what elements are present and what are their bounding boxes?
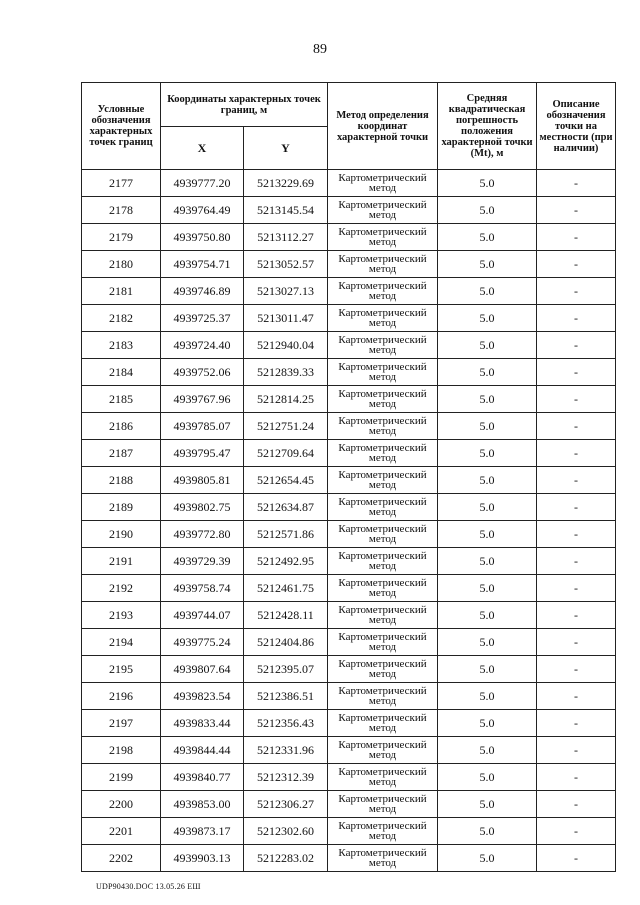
table-row xyxy=(82,602,616,629)
cell-description: - xyxy=(537,359,616,386)
table-row xyxy=(82,845,616,872)
cell-x: 4939777.20 xyxy=(161,170,244,197)
cell-method: Картометрический метод xyxy=(328,656,438,683)
cell-error: 5.0 xyxy=(438,791,537,818)
cell-y: 5212492.95 xyxy=(244,548,328,575)
cell-method: Картометрический метод xyxy=(328,548,438,575)
cell-description: - xyxy=(537,305,616,332)
cell-point: 2179 xyxy=(82,224,161,251)
cell-error: 5.0 xyxy=(438,521,537,548)
cell-method: Картометрический метод xyxy=(328,224,438,251)
cell-description: - xyxy=(537,845,616,872)
cell-error: 5.0 xyxy=(438,278,537,305)
document-footer: UDP90430.DOC 13.05.26 ЕШ xyxy=(96,882,201,891)
cell-y: 5212302.60 xyxy=(244,818,328,845)
table-row xyxy=(82,791,616,818)
cell-x: 4939807.64 xyxy=(161,656,244,683)
cell-method: Картометрический метод xyxy=(328,359,438,386)
cell-error: 5.0 xyxy=(438,251,537,278)
cell-error: 5.0 xyxy=(438,602,537,629)
cell-description: - xyxy=(537,602,616,629)
cell-x: 4939750.80 xyxy=(161,224,244,251)
cell-x: 4939802.75 xyxy=(161,494,244,521)
cell-x: 4939775.24 xyxy=(161,629,244,656)
cell-y: 5212709.64 xyxy=(244,440,328,467)
cell-x: 4939752.06 xyxy=(161,359,244,386)
cell-point: 2189 xyxy=(82,494,161,521)
cell-method: Картометрический метод xyxy=(328,332,438,359)
cell-y: 5213112.27 xyxy=(244,224,328,251)
cell-description: - xyxy=(537,413,616,440)
cell-y: 5212839.33 xyxy=(244,359,328,386)
cell-method: Картометрический метод xyxy=(328,413,438,440)
cell-y: 5212654.45 xyxy=(244,467,328,494)
cell-y: 5212404.86 xyxy=(244,629,328,656)
cell-error: 5.0 xyxy=(438,548,537,575)
cell-point: 2187 xyxy=(82,440,161,467)
cell-error: 5.0 xyxy=(438,440,537,467)
cell-description: - xyxy=(537,521,616,548)
table-row xyxy=(82,359,616,386)
cell-point: 2195 xyxy=(82,656,161,683)
header-point: Условные обозначения характерных точек границ xyxy=(82,83,161,170)
cell-x: 4939767.96 xyxy=(161,386,244,413)
table-row xyxy=(82,197,616,224)
page-number: 89 xyxy=(313,42,327,57)
cell-y: 5213145.54 xyxy=(244,197,328,224)
table-row xyxy=(82,656,616,683)
cell-error: 5.0 xyxy=(438,764,537,791)
cell-error: 5.0 xyxy=(438,737,537,764)
table-row xyxy=(82,548,616,575)
cell-description: - xyxy=(537,548,616,575)
table-row xyxy=(82,521,616,548)
cell-x: 4939805.81 xyxy=(161,467,244,494)
table-row xyxy=(82,575,616,602)
cell-description: - xyxy=(537,791,616,818)
cell-point: 2188 xyxy=(82,467,161,494)
cell-x: 4939724.40 xyxy=(161,332,244,359)
cell-y: 5212395.07 xyxy=(244,656,328,683)
cell-y: 5212312.39 xyxy=(244,764,328,791)
cell-y: 5213052.57 xyxy=(244,251,328,278)
table-row xyxy=(82,305,616,332)
cell-description: - xyxy=(537,197,616,224)
cell-method: Картометрический метод xyxy=(328,521,438,548)
cell-method: Картометрический метод xyxy=(328,710,438,737)
header-error: Средняя квадратическая погрешность положения характерной точки (Mt), м xyxy=(438,83,537,170)
cell-error: 5.0 xyxy=(438,575,537,602)
cell-y: 5212356.43 xyxy=(244,710,328,737)
cell-point: 2177 xyxy=(82,170,161,197)
cell-method: Картометрический метод xyxy=(328,251,438,278)
cell-error: 5.0 xyxy=(438,467,537,494)
table-row xyxy=(82,332,616,359)
cell-y: 5212386.51 xyxy=(244,683,328,710)
cell-y: 5212283.02 xyxy=(244,845,328,872)
cell-error: 5.0 xyxy=(438,413,537,440)
cell-description: - xyxy=(537,251,616,278)
cell-x: 4939785.07 xyxy=(161,413,244,440)
cell-point: 2192 xyxy=(82,575,161,602)
cell-point: 2198 xyxy=(82,737,161,764)
cell-method: Картометрический метод xyxy=(328,818,438,845)
cell-description: - xyxy=(537,440,616,467)
cell-method: Картометрический метод xyxy=(328,467,438,494)
cell-x: 4939844.44 xyxy=(161,737,244,764)
cell-x: 4939764.49 xyxy=(161,197,244,224)
cell-y: 5212306.27 xyxy=(244,791,328,818)
cell-error: 5.0 xyxy=(438,629,537,656)
cell-point: 2182 xyxy=(82,305,161,332)
cell-error: 5.0 xyxy=(438,683,537,710)
cell-error: 5.0 xyxy=(438,224,537,251)
cell-x: 4939754.71 xyxy=(161,251,244,278)
cell-y: 5212940.04 xyxy=(244,332,328,359)
header-description: Описание обозначения точки на местности (при наличии) xyxy=(537,83,616,170)
cell-error: 5.0 xyxy=(438,359,537,386)
cell-error: 5.0 xyxy=(438,305,537,332)
cell-description: - xyxy=(537,764,616,791)
cell-method: Картометрический метод xyxy=(328,683,438,710)
header-y: Y xyxy=(244,127,328,170)
cell-point: 2190 xyxy=(82,521,161,548)
cell-x: 4939725.37 xyxy=(161,305,244,332)
cell-method: Картометрический метод xyxy=(328,197,438,224)
cell-method: Картометрический метод xyxy=(328,278,438,305)
cell-description: - xyxy=(537,467,616,494)
cell-description: - xyxy=(537,278,616,305)
cell-method: Картометрический метод xyxy=(328,764,438,791)
table-row xyxy=(82,386,616,413)
cell-point: 2184 xyxy=(82,359,161,386)
cell-method: Картометрический метод xyxy=(328,494,438,521)
cell-method: Картометрический метод xyxy=(328,386,438,413)
cell-y: 5212461.75 xyxy=(244,575,328,602)
cell-description: - xyxy=(537,683,616,710)
cell-description: - xyxy=(537,656,616,683)
cell-x: 4939873.17 xyxy=(161,818,244,845)
cell-y: 5213027.13 xyxy=(244,278,328,305)
table-row xyxy=(82,224,616,251)
cell-error: 5.0 xyxy=(438,386,537,413)
table-row xyxy=(82,818,616,845)
table-row xyxy=(82,683,616,710)
cell-point: 2199 xyxy=(82,764,161,791)
cell-x: 4939746.89 xyxy=(161,278,244,305)
cell-description: - xyxy=(537,737,616,764)
cell-point: 2185 xyxy=(82,386,161,413)
cell-method: Картометрический метод xyxy=(328,737,438,764)
cell-x: 4939823.54 xyxy=(161,683,244,710)
header-method: Метод определения координат характерной точки xyxy=(328,83,438,170)
cell-method: Картометрический метод xyxy=(328,305,438,332)
cell-x: 4939795.47 xyxy=(161,440,244,467)
cell-point: 2186 xyxy=(82,413,161,440)
cell-description: - xyxy=(537,494,616,521)
cell-x: 4939744.07 xyxy=(161,602,244,629)
table-row xyxy=(82,413,616,440)
cell-point: 2201 xyxy=(82,818,161,845)
cell-description: - xyxy=(537,710,616,737)
header-x: X xyxy=(161,127,244,170)
table-row xyxy=(82,278,616,305)
cell-description: - xyxy=(537,629,616,656)
cell-description: - xyxy=(537,170,616,197)
cell-y: 5212331.96 xyxy=(244,737,328,764)
header-coords: Координаты характерных точек границ, м xyxy=(161,83,328,127)
cell-description: - xyxy=(537,386,616,413)
cell-point: 2194 xyxy=(82,629,161,656)
cell-y: 5213229.69 xyxy=(244,170,328,197)
cell-point: 2193 xyxy=(82,602,161,629)
cell-method: Картометрический метод xyxy=(328,602,438,629)
cell-y: 5212428.11 xyxy=(244,602,328,629)
cell-description: - xyxy=(537,332,616,359)
cell-error: 5.0 xyxy=(438,845,537,872)
cell-description: - xyxy=(537,224,616,251)
coordinates-table xyxy=(81,82,616,872)
cell-point: 2183 xyxy=(82,332,161,359)
cell-method: Картометрический метод xyxy=(328,440,438,467)
cell-point: 2191 xyxy=(82,548,161,575)
cell-point: 2196 xyxy=(82,683,161,710)
table-row xyxy=(82,764,616,791)
table-row xyxy=(82,251,616,278)
cell-description: - xyxy=(537,575,616,602)
cell-point: 2197 xyxy=(82,710,161,737)
cell-point: 2180 xyxy=(82,251,161,278)
cell-point: 2178 xyxy=(82,197,161,224)
cell-y: 5212571.86 xyxy=(244,521,328,548)
cell-method: Картометрический метод xyxy=(328,791,438,818)
cell-y: 5212814.25 xyxy=(244,386,328,413)
cell-x: 4939772.80 xyxy=(161,521,244,548)
cell-method: Картометрический метод xyxy=(328,629,438,656)
table-row xyxy=(82,629,616,656)
cell-y: 5213011.47 xyxy=(244,305,328,332)
cell-description: - xyxy=(537,818,616,845)
table-row xyxy=(82,494,616,521)
cell-x: 4939903.13 xyxy=(161,845,244,872)
cell-x: 4939840.77 xyxy=(161,764,244,791)
cell-y: 5212634.87 xyxy=(244,494,328,521)
cell-error: 5.0 xyxy=(438,197,537,224)
cell-point: 2202 xyxy=(82,845,161,872)
cell-x: 4939853.00 xyxy=(161,791,244,818)
cell-point: 2200 xyxy=(82,791,161,818)
cell-point: 2181 xyxy=(82,278,161,305)
table-row xyxy=(82,467,616,494)
cell-x: 4939729.39 xyxy=(161,548,244,575)
cell-x: 4939833.44 xyxy=(161,710,244,737)
cell-error: 5.0 xyxy=(438,818,537,845)
table-row xyxy=(82,710,616,737)
cell-x: 4939758.74 xyxy=(161,575,244,602)
cell-method: Картометрический метод xyxy=(328,845,438,872)
cell-error: 5.0 xyxy=(438,656,537,683)
cell-error: 5.0 xyxy=(438,332,537,359)
cell-y: 5212751.24 xyxy=(244,413,328,440)
cell-method: Картометрический метод xyxy=(328,170,438,197)
table-row xyxy=(82,440,616,467)
table-row xyxy=(82,737,616,764)
table-row xyxy=(82,170,616,197)
cell-error: 5.0 xyxy=(438,710,537,737)
cell-method: Картометрический метод xyxy=(328,575,438,602)
cell-error: 5.0 xyxy=(438,170,537,197)
cell-error: 5.0 xyxy=(438,494,537,521)
